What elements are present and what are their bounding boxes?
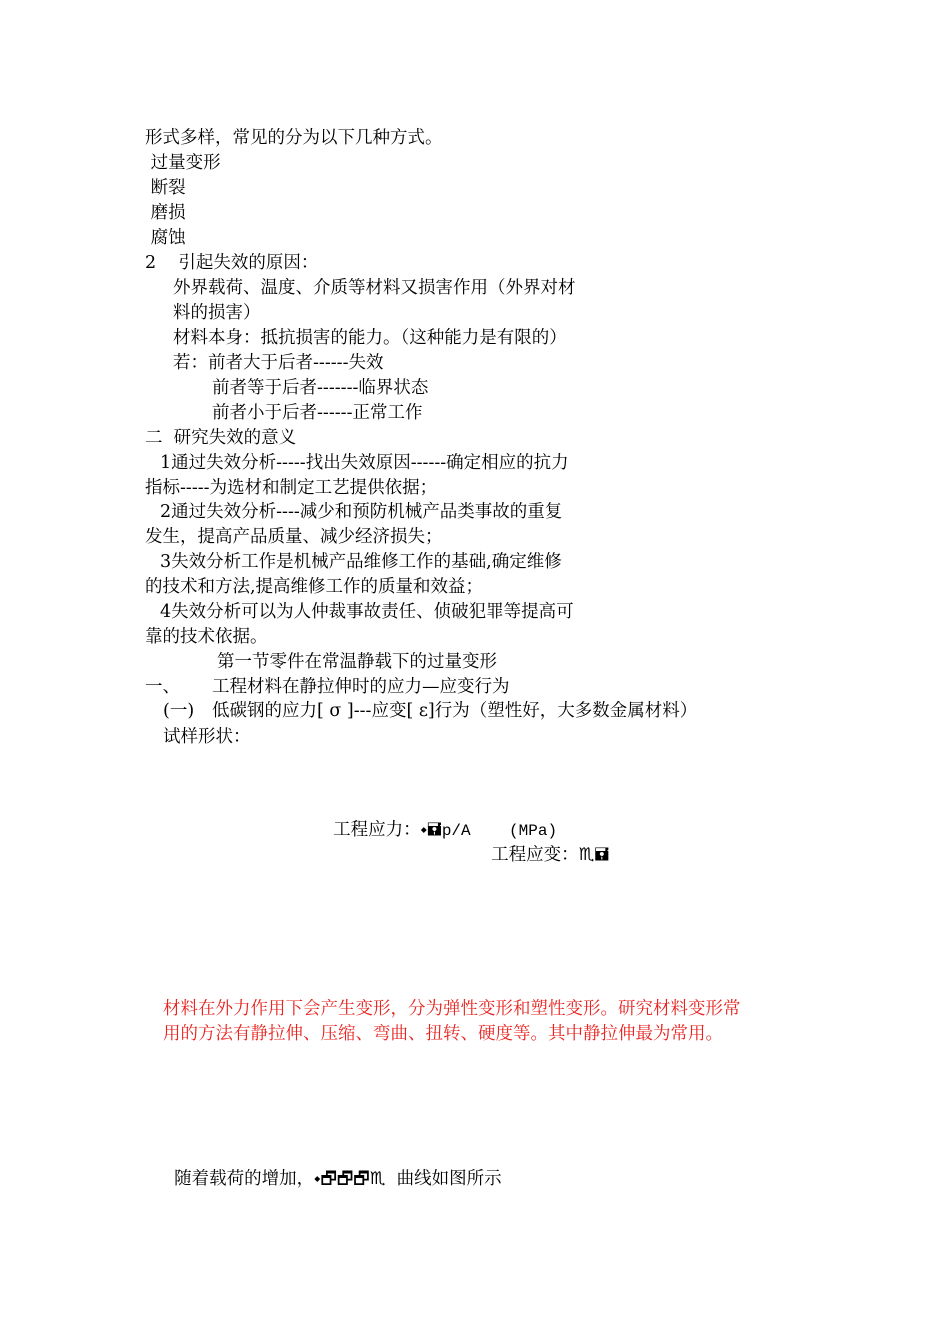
list-item-corrosion: 腐蚀 — [145, 228, 186, 248]
text-line: 发生，提高产品质量、减少经济损失； — [145, 527, 443, 547]
text-line: 前者小于后者------正常工作 — [212, 403, 423, 423]
stress-expression: p/A (MPa) — [441, 822, 558, 840]
outline-marker: (一) — [163, 701, 195, 721]
list-item-fracture: 断裂 — [145, 178, 186, 198]
stress-symbol: ⬩🖬 — [420, 820, 442, 840]
text-line: 试样形状： — [163, 727, 251, 747]
text-line: 前者等于后者-------临界状态 — [212, 378, 429, 398]
strain-label: 工程应变： — [491, 845, 579, 865]
text-line: 4失效分析可以为人仲裁事故责任、侦破犯罪等提高可 — [160, 602, 574, 622]
section-heading-causes: 2 引起失效的原因： — [145, 253, 319, 273]
list-item-excess-deformation: 过量变形 — [145, 153, 221, 173]
text-line: 的技术和方法,提高维修工作的质量和效益； — [145, 577, 484, 597]
text-line: 3失效分析工作是机械产品维修工作的基础,确定维修 — [160, 552, 562, 572]
red-note-line: 材料在外力作用下会产生变形，分为弹性变形和塑性变形。研究材料变形常 — [163, 999, 741, 1019]
heading-text: 工程材料在静拉伸时的应力—应变行为 — [212, 677, 510, 697]
heading-text: 低碳钢的应力[ σ ]---应变[ ε]行为（塑性好，大多数金属材料） — [212, 701, 698, 721]
caption-tail: 曲线如图所示 — [385, 1169, 502, 1189]
text-line: 形式多样，常见的分为以下几种方式。 — [145, 128, 443, 148]
text-line: 料的损害） — [173, 303, 261, 323]
text-line: 材料本身：抵抗损害的能力。（这种能力是有限的） — [173, 328, 567, 348]
list-item-wear: 磨损 — [145, 203, 186, 223]
section-title: 第一节零件在常温静载下的过量变形 — [217, 652, 497, 672]
text-line: 2通过失效分析----减少和预防机械产品类事故的重复 — [160, 502, 563, 522]
text-line: 靠的技术依据。 — [145, 627, 268, 647]
caption-text: 随着载荷的增加， — [174, 1169, 315, 1189]
outline-marker: 一、 — [145, 677, 180, 697]
text-line: 外界载荷、温度、介质等材料又损害作用（外界对材 — [173, 278, 576, 298]
curve-symbol: ⬩🗗🗗🗗♏ — [314, 1169, 386, 1189]
stress-label: 工程应力： — [333, 820, 421, 840]
strain-symbol: ♏🖬 — [578, 845, 610, 865]
curve-caption — [163, 1149, 502, 1189]
text-line: 若：前者大于后者------失效 — [173, 353, 384, 373]
text-line: 指标-----为选材和制定工艺提供依据； — [145, 478, 438, 498]
text-line: 1通过失效分析-----找出失效原因------确定相应的抗力 — [160, 453, 569, 473]
section-heading-significance: 二 研究失效的意义 — [145, 428, 297, 448]
strain-formula — [480, 825, 609, 865]
red-note-line: 用的方法有静拉伸、压缩、弯曲、扭转、硬度等。其中静拉伸最为常用。 — [163, 1024, 723, 1044]
